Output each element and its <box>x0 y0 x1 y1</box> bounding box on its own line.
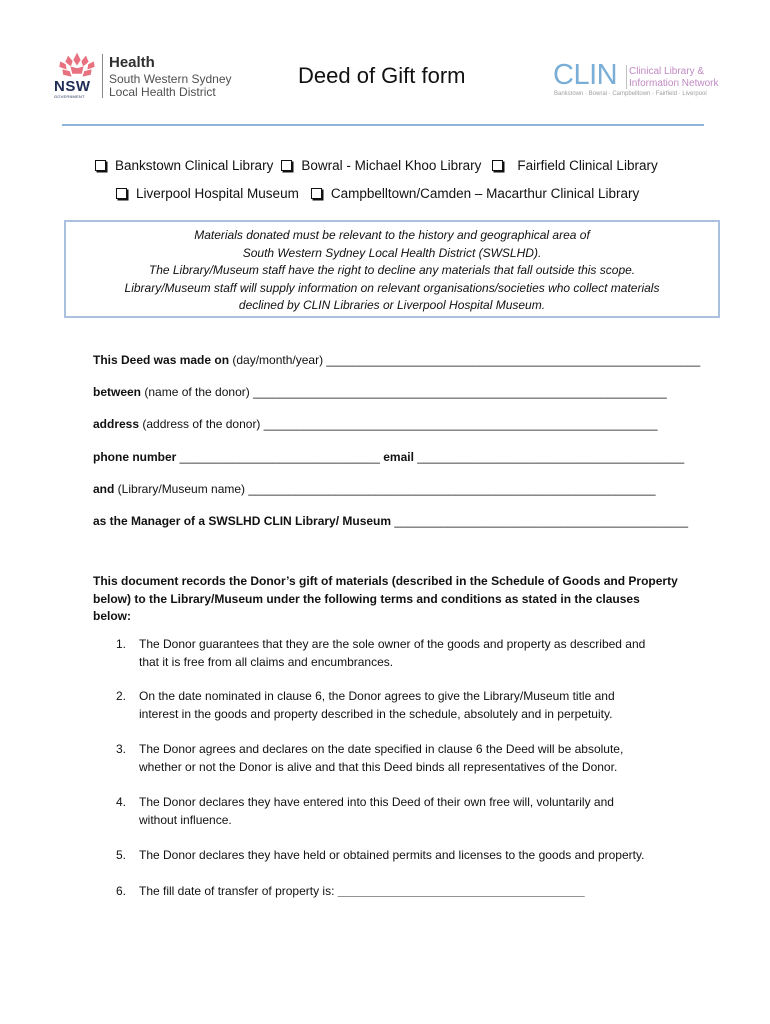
clin-locations: Bankstown · Bowral · Campbelltown · Fairfield · Liverpool <box>554 91 707 97</box>
logo-divider <box>102 54 103 98</box>
phone-email-field[interactable] <box>93 450 684 464</box>
library-option-fairfield[interactable] <box>492 158 657 173</box>
library-option-campbelltown[interactable] <box>311 186 639 201</box>
clause-number: 3. <box>116 742 127 756</box>
email-blank[interactable]: ________________________________________ <box>413 450 685 464</box>
field-blank[interactable]: ____________________________________________ <box>391 514 689 528</box>
field-blank[interactable]: (day/month/year) ________________________________________________________ <box>229 353 701 367</box>
intro-line: below) to the Library/Museum under the following terms and conditions as stated in the clauses <box>93 591 640 606</box>
library-option-label: Campbelltown/Camden – Macarthur Clinical Library <box>330 186 640 201</box>
clause-number: 5. <box>116 848 127 862</box>
clause-line: interest in the goods and property described in the schedule, absolutely and in perpetuity. <box>139 707 613 721</box>
library-option-bowral[interactable] <box>281 158 481 173</box>
clause-number: 4. <box>116 795 127 809</box>
notice-line: Library/Museum staff will supply information on relevant organisations/societies who collect materials <box>124 280 660 295</box>
library-option-label: Fairfield Clinical Library <box>517 158 658 173</box>
notice-line: South Western Sydney Local Health District (SWSLHD). <box>242 245 542 260</box>
page-title: Deed of Gift form <box>298 63 466 88</box>
intro-line: This document records the Donor’s gift of materials (described in the Schedule of Goods and Property <box>93 574 678 588</box>
field-blank[interactable]: (name of the donor) ______________________________________________________________ <box>141 385 667 399</box>
field-label: email <box>383 450 414 464</box>
checkbox-icon[interactable] <box>311 188 322 199</box>
scope-notice-box <box>64 220 720 318</box>
field-blank[interactable]: (address of the donor) ___________________________________________________________ <box>139 417 658 431</box>
deed-date-field[interactable] <box>93 353 700 367</box>
checkbox-icon[interactable] <box>492 160 503 171</box>
intro-line: below: <box>93 609 131 623</box>
clause-number: 2. <box>116 689 127 703</box>
field-label: as the Manager of a SWSLHD CLIN Library/ Museum <box>93 514 392 528</box>
library-name-field[interactable] <box>93 482 656 496</box>
nsw-government-label: GOVERNMENT <box>54 94 85 99</box>
checkbox-icon[interactable] <box>95 160 106 171</box>
header-divider <box>62 124 704 126</box>
clause-line: The Donor declares they have held or obtained permits and licenses to the goods and property. <box>139 848 645 862</box>
library-checkbox-row-1 <box>95 158 658 173</box>
notice-line: declined by CLIN Libraries or Liverpool Hospital Museum. <box>238 298 546 312</box>
manager-field[interactable] <box>93 514 688 528</box>
clause-line: that it is free from all claims and encumbrances. <box>139 655 394 669</box>
clin-divider <box>626 65 627 89</box>
donor-address-field[interactable] <box>93 417 658 431</box>
clause-line: On the date nominated in clause 6, the Donor agrees to give the Library/Museum title and <box>139 689 615 703</box>
clause-line: The Donor guarantees that they are the sole owner of the goods and property as described and <box>139 637 646 651</box>
field-blank[interactable]: (Library/Museum name) _____________________________________________________________ <box>114 482 656 496</box>
clause-number: 1. <box>116 637 127 651</box>
health-title: Health <box>109 54 155 71</box>
phone-blank[interactable]: ______________________________ <box>176 450 384 464</box>
health-district-line2: Local Health District <box>109 85 216 99</box>
donor-name-field[interactable] <box>93 385 667 399</box>
transfer-date-blank[interactable]: _____________________________________ <box>337 884 585 898</box>
library-option-liverpool-museum[interactable] <box>116 186 299 201</box>
notice-line: The Library/Museum staff have the right to decline any materials that fall outside this scope. <box>148 263 636 277</box>
clin-name-line1: Clinical Library & <box>629 66 705 77</box>
notice-line: Materials donated must be relevant to the history and geographical area of <box>194 228 590 242</box>
field-label: This Deed was made on <box>93 353 230 367</box>
clause-line: The fill date of transfer of property is: <box>139 884 338 898</box>
field-label: phone number <box>93 450 177 464</box>
clause-line: without influence. <box>139 813 232 827</box>
nsw-health-logo <box>52 50 252 102</box>
waratah-icon <box>52 50 102 80</box>
library-option-label: Bankstown Clinical Library <box>115 158 274 173</box>
clause-line: The Donor declares they have entered into this Deed of their own free will, voluntarily and <box>139 795 614 809</box>
field-label: and <box>93 482 115 496</box>
library-checkbox-row-2 <box>116 186 639 201</box>
checkbox-icon[interactable] <box>116 188 127 199</box>
checkbox-icon[interactable] <box>281 160 292 171</box>
library-option-label: Bowral - Michael Khoo Library <box>301 158 482 173</box>
clin-logo <box>553 59 743 103</box>
nsw-wordmark: NSW <box>54 78 91 95</box>
library-option-bankstown[interactable] <box>95 158 273 173</box>
clin-name-line2: Information Network <box>629 78 719 89</box>
library-option-label: Liverpool Hospital Museum <box>136 186 299 201</box>
field-label: between <box>93 385 142 399</box>
clause-line: The Donor agrees and declares on the date specified in clause 6 the Deed will be absolute, <box>139 742 624 756</box>
clause-number: 6. <box>116 884 127 898</box>
terms-intro <box>93 573 678 626</box>
clause-line: whether or not the Donor is alive and that this Deed binds all representatives of the Donor. <box>139 760 618 774</box>
health-district-line1: South Western Sydney <box>109 72 232 86</box>
field-label: address <box>93 417 140 431</box>
clin-wordmark: CLIN <box>553 59 618 91</box>
